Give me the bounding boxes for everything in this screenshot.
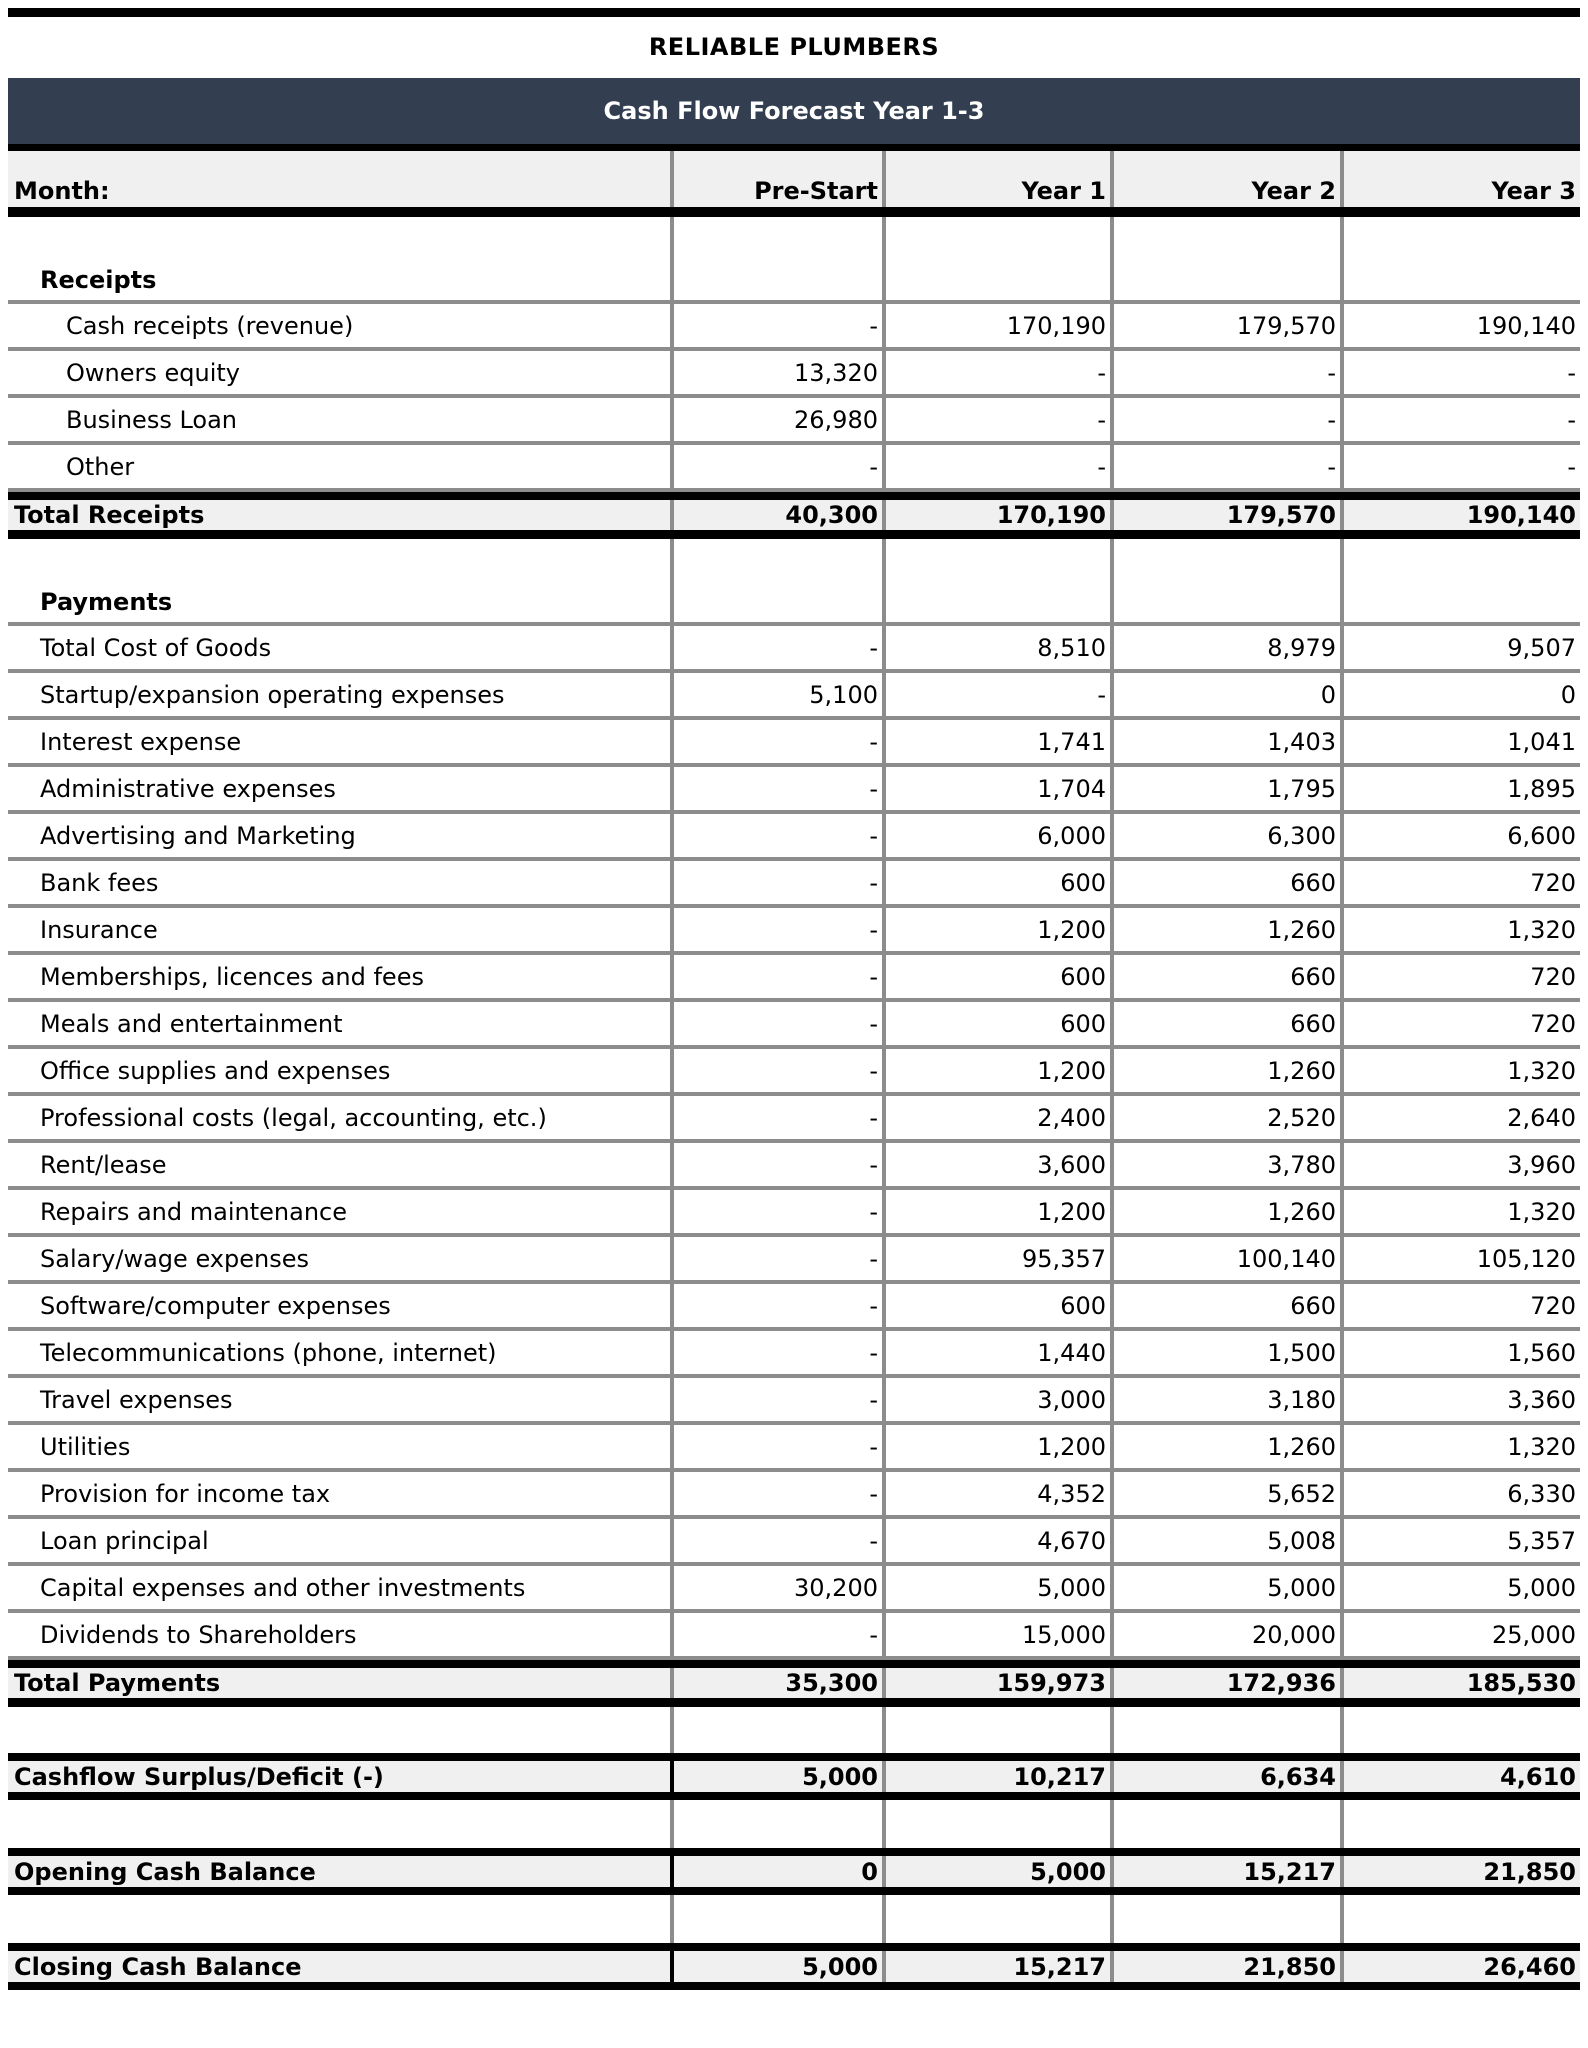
value-cell xyxy=(1114,217,1344,300)
value-cell: - xyxy=(674,445,886,488)
value-cell: 3,600 xyxy=(886,1143,1114,1186)
value-cell: - xyxy=(674,1190,886,1233)
value-cell: 26,460 xyxy=(1483,1952,1576,1981)
row-label: Utilities xyxy=(8,1425,674,1468)
value-cell xyxy=(1344,539,1580,622)
row-label: Startup/expansion operating expenses xyxy=(8,673,674,716)
value-cell xyxy=(674,217,886,300)
value-cell xyxy=(674,539,886,622)
value-cell: 105,120 xyxy=(1476,1244,1576,1273)
value-cell: 6,300 xyxy=(1114,814,1344,857)
row-label: Software/computer expenses xyxy=(8,1284,674,1327)
value-cell: 1,895 xyxy=(1507,774,1576,803)
value-cell: - xyxy=(674,1331,886,1374)
value-cell: - xyxy=(1567,452,1576,481)
value-cell: 179,570 xyxy=(1114,500,1344,530)
value-cell: 100,140 xyxy=(1114,1237,1344,1280)
spacer-row xyxy=(8,1707,1580,1753)
value-cell: 720 xyxy=(1530,962,1576,991)
value-cell: - xyxy=(1567,358,1576,387)
value-cell: 0 xyxy=(1560,680,1576,709)
value-cell: - xyxy=(674,955,886,998)
value-cell xyxy=(1114,1895,1344,1943)
value-cell: 1,200 xyxy=(886,1425,1114,1468)
value-cell: - xyxy=(1114,445,1344,488)
row-label: Opening Cash Balance xyxy=(8,1856,674,1887)
value-cell: 6,000 xyxy=(886,814,1114,857)
value-cell: 172,936 xyxy=(1114,1668,1344,1698)
value-cell xyxy=(674,1800,886,1848)
value-cell: 185,530 xyxy=(1466,1669,1576,1697)
value-cell xyxy=(886,217,1114,300)
value-cell: 660 xyxy=(1114,861,1344,904)
value-cell: 40,300 xyxy=(674,500,886,530)
value-cell: - xyxy=(674,1425,886,1468)
value-cell xyxy=(674,1707,886,1753)
table-row xyxy=(8,1519,1580,1566)
header-month-label: Month: xyxy=(8,151,674,207)
value-cell: - xyxy=(674,1002,886,1045)
header-col-prestart: Pre-Start xyxy=(674,151,886,207)
value-cell: 35,300 xyxy=(674,1668,886,1698)
value-cell: 600 xyxy=(886,1002,1114,1045)
value-cell: 1,440 xyxy=(886,1331,1114,1374)
row-label: Total Payments xyxy=(8,1668,674,1698)
section-payments xyxy=(8,539,1580,626)
value-cell: 3,000 xyxy=(886,1378,1114,1421)
value-cell: 2,520 xyxy=(1114,1096,1344,1139)
value-cell: - xyxy=(674,1237,886,1280)
title-rule xyxy=(8,144,1580,151)
value-cell xyxy=(674,1895,886,1943)
value-cell: 159,973 xyxy=(886,1668,1114,1698)
row-label: Administrative expenses xyxy=(8,767,674,810)
table-row xyxy=(8,1049,1580,1096)
value-cell: - xyxy=(674,814,886,857)
value-cell: - xyxy=(1567,405,1576,434)
row-label: Cash receipts (revenue) xyxy=(8,304,674,347)
value-cell: - xyxy=(674,1472,886,1515)
value-cell: 1,560 xyxy=(1507,1338,1576,1367)
value-cell: 15,000 xyxy=(886,1613,1114,1656)
value-cell: 1,041 xyxy=(1507,727,1576,756)
row-label: Professional costs (legal, accounting, etc.) xyxy=(8,1096,674,1139)
closing-balance-row xyxy=(8,1943,1580,1990)
row-label: Meals and entertainment xyxy=(8,1002,674,1045)
value-cell: 1,320 xyxy=(1507,1197,1576,1226)
value-cell: 600 xyxy=(886,1284,1114,1327)
value-cell: 600 xyxy=(886,861,1114,904)
value-cell xyxy=(886,1895,1114,1943)
value-cell: 1,200 xyxy=(886,908,1114,951)
value-cell: 1,260 xyxy=(1114,1049,1344,1092)
header-col-year2: Year 2 xyxy=(1114,151,1344,207)
value-cell: - xyxy=(674,1096,886,1139)
table-row xyxy=(8,626,1580,673)
value-cell: 10,217 xyxy=(886,1761,1114,1792)
section-receipts xyxy=(8,217,1580,304)
table-row xyxy=(8,908,1580,955)
value-cell: - xyxy=(674,767,886,810)
row-label: Advertising and Marketing xyxy=(8,814,674,857)
row-label: Telecommunications (phone, internet) xyxy=(8,1331,674,1374)
value-cell: 179,570 xyxy=(1114,304,1344,347)
row-label: Total Cost of Goods xyxy=(8,626,674,669)
table-row xyxy=(8,814,1580,861)
value-cell xyxy=(1344,217,1580,300)
value-cell: 6,330 xyxy=(1507,1479,1576,1508)
value-cell xyxy=(1114,1707,1344,1753)
value-cell: - xyxy=(674,1049,886,1092)
value-cell: 190,140 xyxy=(1466,501,1576,529)
row-label: Loan principal xyxy=(8,1519,674,1562)
value-cell: 1,795 xyxy=(1114,767,1344,810)
table-row xyxy=(8,1425,1580,1472)
value-cell: 3,180 xyxy=(1114,1378,1344,1421)
value-cell: - xyxy=(1114,398,1344,441)
value-cell: 95,357 xyxy=(886,1237,1114,1280)
table-row xyxy=(8,398,1580,445)
value-cell xyxy=(886,1800,1114,1848)
value-cell: 0 xyxy=(674,1856,886,1887)
value-cell: 8,510 xyxy=(886,626,1114,669)
table-row xyxy=(8,1331,1580,1378)
value-cell: 5,000 xyxy=(886,1856,1114,1887)
value-cell xyxy=(1344,1800,1580,1848)
row-label: Salary/wage expenses xyxy=(8,1237,674,1280)
company-name: RELIABLE PLUMBERS xyxy=(648,33,940,61)
table-row xyxy=(8,673,1580,720)
row-label: Business Loan xyxy=(8,398,674,441)
table-row xyxy=(8,1566,1580,1613)
value-cell: 26,980 xyxy=(674,398,886,441)
value-cell: 600 xyxy=(886,955,1114,998)
value-cell xyxy=(1114,539,1344,622)
value-cell: 1,320 xyxy=(1507,915,1576,944)
row-label: Total Receipts xyxy=(8,500,674,530)
row-label: Bank fees xyxy=(8,861,674,904)
value-cell: 2,400 xyxy=(886,1096,1114,1139)
value-cell: 660 xyxy=(1114,1002,1344,1045)
row-label xyxy=(8,1800,674,1848)
value-cell: - xyxy=(886,398,1114,441)
value-cell: 20,000 xyxy=(1114,1613,1344,1656)
table-row xyxy=(8,1096,1580,1143)
value-cell: - xyxy=(674,1519,886,1562)
value-cell: 3,960 xyxy=(1507,1150,1576,1179)
value-cell: 8,979 xyxy=(1114,626,1344,669)
value-cell: 1,200 xyxy=(886,1190,1114,1233)
value-cell: 5,000 xyxy=(1507,1573,1576,1602)
table-row xyxy=(8,1378,1580,1425)
cash-flow-sheet xyxy=(8,8,1580,1990)
value-cell: 1,320 xyxy=(1507,1432,1576,1461)
cashflow-surplus-row xyxy=(8,1753,1580,1800)
value-cell: - xyxy=(674,304,886,347)
table-row xyxy=(8,351,1580,398)
value-cell: 4,670 xyxy=(886,1519,1114,1562)
value-cell xyxy=(1344,1895,1580,1943)
total-receipts-row xyxy=(8,492,1580,539)
value-cell: 15,217 xyxy=(886,1951,1114,1982)
value-cell: - xyxy=(674,908,886,951)
table-body xyxy=(8,217,1580,1990)
top-rule xyxy=(8,8,1580,17)
row-label: Payments xyxy=(8,539,674,622)
value-cell: 30,200 xyxy=(674,1566,886,1609)
opening-balance-row xyxy=(8,1848,1580,1895)
value-cell: 170,190 xyxy=(886,304,1114,347)
value-cell xyxy=(886,1707,1114,1753)
row-label: Travel expenses xyxy=(8,1378,674,1421)
value-cell: 1,741 xyxy=(886,720,1114,763)
value-cell: - xyxy=(674,1143,886,1186)
row-label xyxy=(8,1895,674,1943)
value-cell: 4,610 xyxy=(1500,1762,1576,1791)
value-cell: 720 xyxy=(1530,1291,1576,1320)
row-label: Capital expenses and other investments xyxy=(8,1566,674,1609)
value-cell: 4,352 xyxy=(886,1472,1114,1515)
total-payments-row xyxy=(8,1660,1580,1707)
row-label: Cashflow Surplus/Deficit (-) xyxy=(8,1761,674,1792)
spacer-row xyxy=(8,1895,1580,1943)
row-label: Dividends to Shareholders xyxy=(8,1613,674,1656)
value-cell xyxy=(1344,1707,1580,1753)
value-cell: - xyxy=(674,1378,886,1421)
value-cell: 1,500 xyxy=(1114,1331,1344,1374)
value-cell: 1,260 xyxy=(1114,1425,1344,1468)
row-label: Owners equity xyxy=(8,351,674,394)
table-row xyxy=(8,955,1580,1002)
header-row xyxy=(8,151,1580,217)
value-cell: 190,140 xyxy=(1476,311,1576,340)
value-cell: 21,850 xyxy=(1114,1951,1344,1982)
value-cell: - xyxy=(674,861,886,904)
value-cell: 720 xyxy=(1530,1009,1576,1038)
value-cell: 1,260 xyxy=(1114,1190,1344,1233)
row-label: Interest expense xyxy=(8,720,674,763)
table-row xyxy=(8,1143,1580,1190)
table-row xyxy=(8,861,1580,908)
row-label: Office supplies and expenses xyxy=(8,1049,674,1092)
table-row xyxy=(8,1190,1580,1237)
value-cell: 3,780 xyxy=(1114,1143,1344,1186)
table-row xyxy=(8,1002,1580,1049)
value-cell: 3,360 xyxy=(1507,1385,1576,1414)
value-cell: 5,000 xyxy=(674,1761,886,1792)
value-cell: 5,100 xyxy=(674,673,886,716)
value-cell: - xyxy=(886,673,1114,716)
table-row xyxy=(8,1237,1580,1284)
value-cell: 720 xyxy=(1530,868,1576,897)
value-cell: 21,850 xyxy=(1483,1857,1576,1886)
row-label: Insurance xyxy=(8,908,674,951)
row-label: Rent/lease xyxy=(8,1143,674,1186)
value-cell: 5,652 xyxy=(1114,1472,1344,1515)
value-cell: 9,507 xyxy=(1507,633,1576,662)
value-cell: - xyxy=(1114,351,1344,394)
row-label xyxy=(8,1707,674,1753)
value-cell: - xyxy=(674,1284,886,1327)
value-cell: 660 xyxy=(1114,1284,1344,1327)
table-row xyxy=(8,445,1580,492)
value-cell: 0 xyxy=(1114,673,1344,716)
row-label: Repairs and maintenance xyxy=(8,1190,674,1233)
table-row xyxy=(8,720,1580,767)
row-label: Memberships, licences and fees xyxy=(8,955,674,998)
value-cell: 1,704 xyxy=(886,767,1114,810)
value-cell: 5,000 xyxy=(886,1566,1114,1609)
value-cell: - xyxy=(674,720,886,763)
row-label: Closing Cash Balance xyxy=(8,1951,674,1982)
value-cell: 15,217 xyxy=(1114,1856,1344,1887)
value-cell: - xyxy=(886,445,1114,488)
value-cell: - xyxy=(674,626,886,669)
sheet-title: Cash Flow Forecast Year 1-3 xyxy=(8,78,1580,144)
value-cell: 5,357 xyxy=(1507,1526,1576,1555)
table-row xyxy=(8,1613,1580,1660)
value-cell: 660 xyxy=(1114,955,1344,998)
header-col-year3: Year 3 xyxy=(1491,177,1576,205)
value-cell xyxy=(1114,1800,1344,1848)
value-cell: 13,320 xyxy=(674,351,886,394)
spacer-row xyxy=(8,1800,1580,1848)
value-cell: 5,000 xyxy=(1114,1566,1344,1609)
value-cell xyxy=(886,539,1114,622)
table-row xyxy=(8,304,1580,351)
value-cell: - xyxy=(674,1613,886,1656)
value-cell: 2,640 xyxy=(1507,1103,1576,1132)
value-cell: 1,260 xyxy=(1114,908,1344,951)
table-row xyxy=(8,767,1580,814)
table-row xyxy=(8,1472,1580,1519)
row-label: Other xyxy=(8,445,674,488)
value-cell: 6,634 xyxy=(1114,1761,1344,1792)
value-cell: 1,200 xyxy=(886,1049,1114,1092)
value-cell: - xyxy=(886,351,1114,394)
value-cell: 1,320 xyxy=(1507,1056,1576,1085)
row-label: Provision for income tax xyxy=(8,1472,674,1515)
value-cell: 5,008 xyxy=(1114,1519,1344,1562)
value-cell: 170,190 xyxy=(886,500,1114,530)
row-label: Receipts xyxy=(8,217,674,300)
value-cell: 25,000 xyxy=(1492,1620,1576,1649)
value-cell: 6,600 xyxy=(1507,821,1576,850)
header-col-year1: Year 1 xyxy=(886,151,1114,207)
table-row xyxy=(8,1284,1580,1331)
value-cell: 1,403 xyxy=(1114,720,1344,763)
value-cell: 5,000 xyxy=(674,1951,886,1982)
